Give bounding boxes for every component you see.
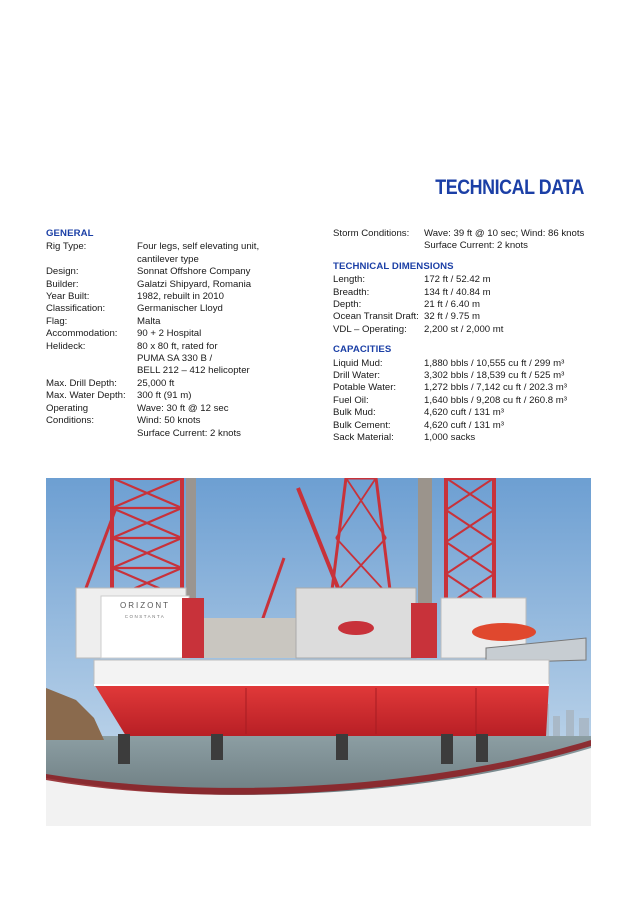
spec-label: Classification: (46, 303, 106, 315)
spec-label: Potable Water: (333, 382, 397, 394)
spec-row (333, 382, 603, 394)
deck-machinery (196, 618, 296, 658)
spec-value-line: 1,272 bbls / 7,142 cu ft / 202.3 m³ (424, 382, 567, 394)
spec-label: Breadth: (333, 286, 370, 298)
spec-label: Depth: (333, 299, 362, 311)
spec-value-line: Sonnat Offshore Company (137, 266, 251, 278)
spec-value-line: cantilever type (137, 253, 199, 265)
spec-row (46, 241, 311, 266)
spec-value-line: 4,620 cuft / 131 m³ (424, 407, 504, 419)
rig-subname: CONSTANTA (124, 614, 166, 619)
spec-label: Drill Water: (333, 370, 381, 382)
spec-label: Design: (46, 266, 79, 278)
spec-row (46, 279, 311, 291)
spec-row (333, 407, 603, 419)
spec-value-line: 134 ft / 40.84 m (424, 286, 491, 298)
spec-value (137, 266, 311, 278)
spec-label: Rig Type: (46, 241, 87, 253)
spec-value (137, 341, 311, 378)
spec-value (137, 279, 311, 291)
spec-value-line: 4,620 cuft / 131 m³ (424, 419, 504, 431)
spec-row (333, 420, 603, 432)
spec-label: Accommodation: (46, 328, 118, 340)
spec-row (333, 287, 603, 299)
spec-label: Builder: (46, 278, 79, 290)
spec-value (424, 370, 603, 382)
spec-value (424, 311, 603, 323)
spec-value-line: 1982, rebuilt in 2010 (137, 291, 224, 303)
capacities-heading: CAPACITIES (333, 344, 392, 356)
spec-value (137, 241, 311, 266)
spec-row (46, 341, 311, 378)
spec-value (424, 407, 603, 419)
page-title: TECHNICAL DATA (435, 176, 584, 199)
spec-value-line: Malta (137, 315, 161, 327)
rig-photo (46, 478, 591, 826)
spec-row (333, 299, 603, 311)
spec-row (333, 358, 603, 370)
lifeboat (472, 623, 536, 641)
spec-value-line: 1,000 sacks (424, 432, 476, 444)
spec-row (333, 324, 603, 336)
spec-value-line: 3,302 bbls / 18,539 cu ft / 525 m³ (424, 370, 565, 382)
spec-label: Ocean Transit Draft: (333, 311, 419, 323)
spec-value-line: 1,640 bbls / 9,208 cu ft / 260.8 m³ (424, 394, 567, 406)
spec-value-line: Wave: 39 ft @ 10 sec; Wind: 86 knots (424, 228, 585, 239)
spec-value-line: 2,200 st / 2,000 mt (424, 323, 504, 335)
spec-value (424, 228, 603, 253)
spec-value-line: 32 ft / 9.75 m (424, 311, 480, 323)
spec-label: VDL – Operating: (333, 323, 407, 335)
spec-label: Max. Drill Depth: (46, 377, 117, 389)
spec-label: Sack Material: (333, 432, 394, 444)
dimensions-heading: TECHNICAL DIMENSIONS (333, 260, 454, 272)
spec-label: Year Built: (46, 291, 90, 303)
spec-value-line: Surface Current: 2 knots (424, 240, 528, 252)
right-column (333, 228, 603, 445)
spec-value (424, 274, 603, 286)
spec-value-line: 25,000 ft (137, 377, 175, 389)
spec-value (137, 316, 311, 328)
spec-label: Flag: (46, 315, 68, 327)
spec-value-line: 80 x 80 ft, rated for (137, 340, 218, 352)
spec-value-line: 300 ft (91 m) (137, 390, 192, 402)
spec-value (424, 382, 603, 394)
spec-value-line: PUMA SA 330 B / (137, 353, 213, 365)
spec-label: Max. Water Depth: (46, 390, 126, 402)
spec-value (424, 395, 603, 407)
spec-row (333, 311, 603, 323)
spec-label: Bulk Mud: (333, 407, 376, 419)
spec-value-line: Surface Current: 2 knots (137, 427, 241, 439)
general-heading: GENERAL (46, 228, 94, 239)
spec-row (46, 328, 311, 340)
spec-row (46, 291, 311, 303)
jackup-rig-illustration (46, 478, 591, 826)
spec-value-line: 172 ft / 52.42 m (424, 274, 491, 286)
spec-row (333, 370, 603, 382)
spec-value (137, 378, 311, 390)
spec-value (424, 358, 603, 370)
spec-row (46, 403, 311, 440)
rig-name: ORIZONT (120, 601, 170, 610)
spec-value-line: Galatzi Shipyard, Romania (137, 278, 252, 290)
spec-value-line: 21 ft / 6.40 m (424, 299, 480, 311)
spec-value (424, 324, 603, 336)
hull (94, 660, 549, 736)
spec-value-line: Four legs, self elevating unit, (137, 241, 260, 253)
spec-label: Helideck: (46, 340, 86, 352)
spec-value-line: 90 + 2 Hospital (137, 328, 202, 340)
spec-value-line: Wave: 30 ft @ 12 sec (137, 402, 229, 414)
spec-value (424, 432, 603, 444)
spec-label: Liquid Mud: (333, 357, 383, 369)
spec-label: Operating Conditions: (46, 402, 94, 427)
spec-row (46, 316, 311, 328)
spec-value-line: Germanischer Lloyd (137, 303, 223, 315)
spec-value-line: Wind: 50 knots (137, 415, 201, 427)
spec-value (424, 420, 603, 432)
spec-row (333, 395, 603, 407)
jack-house-right (411, 603, 437, 658)
spec-value (137, 328, 311, 340)
spec-value (137, 303, 311, 315)
spec-row (46, 303, 311, 315)
spec-label: Fuel Oil: (333, 394, 369, 406)
general-spec-list (46, 241, 311, 440)
dimensions-spec-list (333, 274, 603, 336)
spec-row (46, 390, 311, 402)
left-column (46, 228, 311, 440)
spec-value (137, 390, 311, 402)
spec-row (333, 274, 603, 286)
spec-row-storm (333, 228, 603, 253)
spec-row (46, 266, 311, 278)
spec-row (46, 378, 311, 390)
spec-label: Bulk Cement: (333, 419, 391, 431)
spec-label: Length: (333, 274, 366, 286)
spec-value-line: BELL 212 – 412 helicopter (137, 365, 250, 377)
spec-value-line: 1,880 bbls / 10,555 cu ft / 299 m³ (424, 357, 565, 369)
spec-value (137, 403, 311, 440)
spec-value (424, 287, 603, 299)
jack-house-left (182, 598, 204, 658)
capacities-spec-list (333, 358, 603, 445)
spec-value (424, 299, 603, 311)
spec-row (333, 432, 603, 444)
spec-label: Storm Conditions: (333, 228, 410, 239)
spec-value (137, 291, 311, 303)
